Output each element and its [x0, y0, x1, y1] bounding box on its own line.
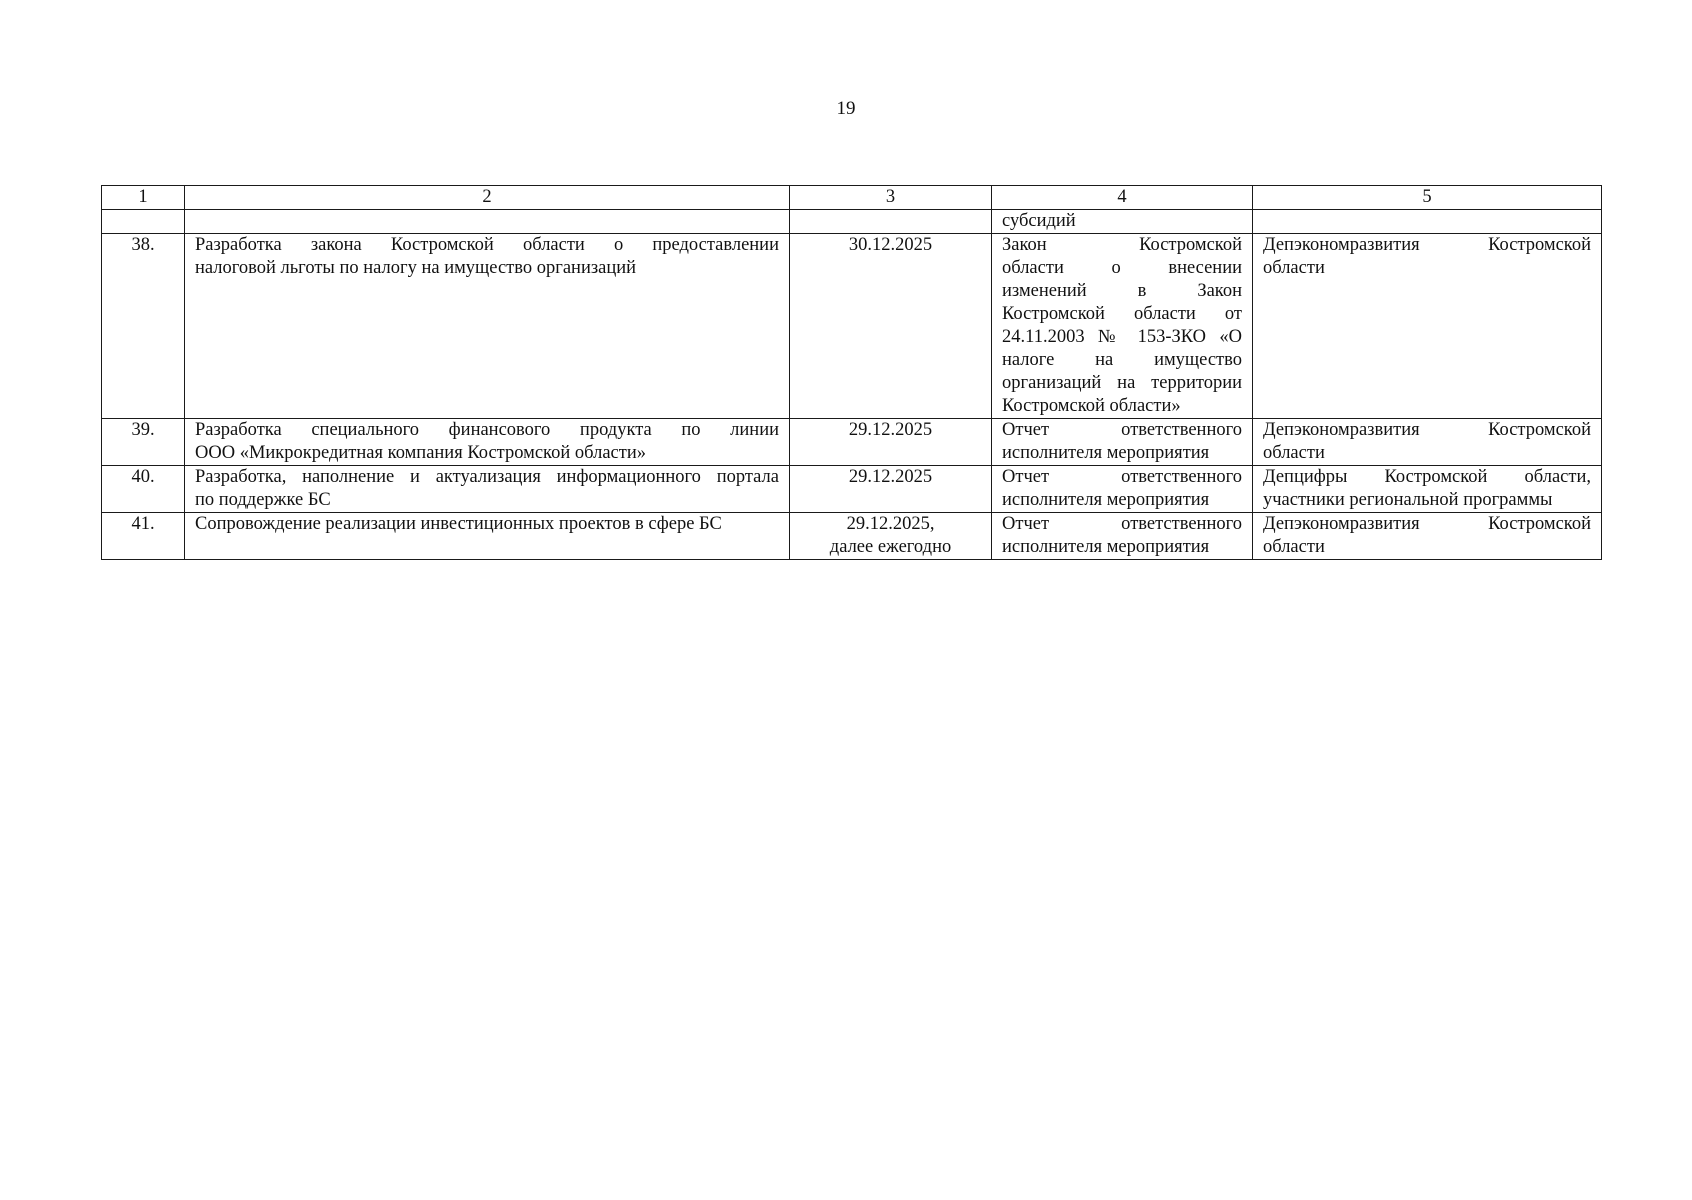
executor-cell-line: области [1263, 443, 1325, 463]
page-number: 19 [836, 98, 856, 119]
executor-cell [1253, 234, 1602, 419]
executor-cell-line: области [1263, 537, 1325, 557]
table-row [102, 234, 1602, 419]
deadline-cell [790, 466, 992, 513]
executor-cell-line: Депэкономразвития Костромской [1263, 420, 1591, 440]
executor-cell-line: Депэкономразвития Костромской [1263, 235, 1591, 255]
task-cell-line: Разработка закона Костромской области о предоставлении [195, 235, 779, 255]
header-row [102, 186, 1602, 210]
deadline-cell [790, 419, 992, 466]
continuation-cell-2 [185, 210, 790, 234]
continuation-cell-3 [790, 210, 992, 234]
result-cell-line: Костромской области» [1002, 396, 1181, 416]
result-cell-line: Закон Костромской [1002, 235, 1242, 255]
task-cell-line: ООО «Микрокредитная компания Костромской области» [195, 443, 646, 463]
table-row [102, 419, 1602, 466]
result-cell [992, 419, 1253, 466]
header-col-3: 3 [790, 186, 992, 210]
result-cell-line: исполнителя мероприятия [1002, 490, 1210, 510]
task-cell [185, 419, 790, 466]
continuation-row [102, 210, 1602, 234]
row-number: 41. [102, 513, 185, 560]
result-cell-line: Отчет ответственного [1002, 420, 1242, 440]
table-row [102, 466, 1602, 513]
result-cell-line: налоге на имущество [1002, 350, 1242, 370]
deadline-cell-line: далее ежегодно [829, 537, 952, 557]
executor-cell-line: Депэкономразвития Костромской [1263, 514, 1591, 534]
header-col-4: 4 [992, 186, 1253, 210]
row-number: 40. [102, 466, 185, 513]
result-cell-line: Отчет ответственного [1002, 467, 1242, 487]
plan-table [101, 185, 1602, 560]
deadline-cell [790, 234, 992, 419]
deadline-cell-line: 29.12.2025 [848, 420, 933, 440]
deadline-cell [790, 513, 992, 560]
deadline-cell-line: 30.12.2025 [848, 235, 933, 255]
task-cell-line: Разработка, наполнение и актуализация информационного портала [195, 467, 779, 487]
continuation-cell-result: субсидий [992, 210, 1253, 234]
executor-cell-line: области [1263, 258, 1325, 278]
task-cell-line: Сопровождение реализации инвестиционных проектов в сфере БС [195, 514, 722, 534]
table-row [102, 513, 1602, 560]
result-cell-line: Костромской области от [1002, 304, 1242, 324]
result-cell-line: области о внесении [1002, 258, 1242, 278]
result-cell-line: исполнителя мероприятия [1002, 443, 1210, 463]
task-cell [185, 513, 790, 560]
result-cell-line: 24.11.2003 № 153-ЗКО «О [1002, 327, 1242, 347]
result-cell-line: исполнителя мероприятия [1002, 537, 1210, 557]
continuation-cell-1 [102, 210, 185, 234]
result-cell [992, 234, 1253, 419]
executor-cell [1253, 466, 1602, 513]
row-number: 38. [102, 234, 185, 419]
task-cell [185, 466, 790, 513]
task-cell [185, 234, 790, 419]
result-cell-line: изменений в Закон [1002, 281, 1242, 301]
result-cell-line: организаций на территории [1002, 373, 1242, 393]
header-col-2: 2 [185, 186, 790, 210]
task-cell-line: Разработка специального финансового продукта по линии [195, 420, 779, 440]
header-col-1: 1 [102, 186, 185, 210]
result-cell [992, 513, 1253, 560]
result-cell [992, 466, 1253, 513]
deadline-cell-line: 29.12.2025, [846, 514, 935, 534]
header-col-5: 5 [1253, 186, 1602, 210]
continuation-cell-5 [1253, 210, 1602, 234]
executor-cell [1253, 513, 1602, 560]
deadline-cell-line: 29.12.2025 [848, 467, 933, 487]
executor-cell-line: участники региональной программы [1263, 490, 1553, 510]
result-cell-line: Отчет ответственного [1002, 514, 1242, 534]
executor-cell [1253, 419, 1602, 466]
task-cell-line: по поддержке БС [195, 490, 331, 510]
executor-cell-line: Депцифры Костромской области, [1263, 467, 1591, 487]
task-cell-line: налоговой льготы по налогу на имущество организаций [195, 258, 637, 278]
row-number: 39. [102, 419, 185, 466]
